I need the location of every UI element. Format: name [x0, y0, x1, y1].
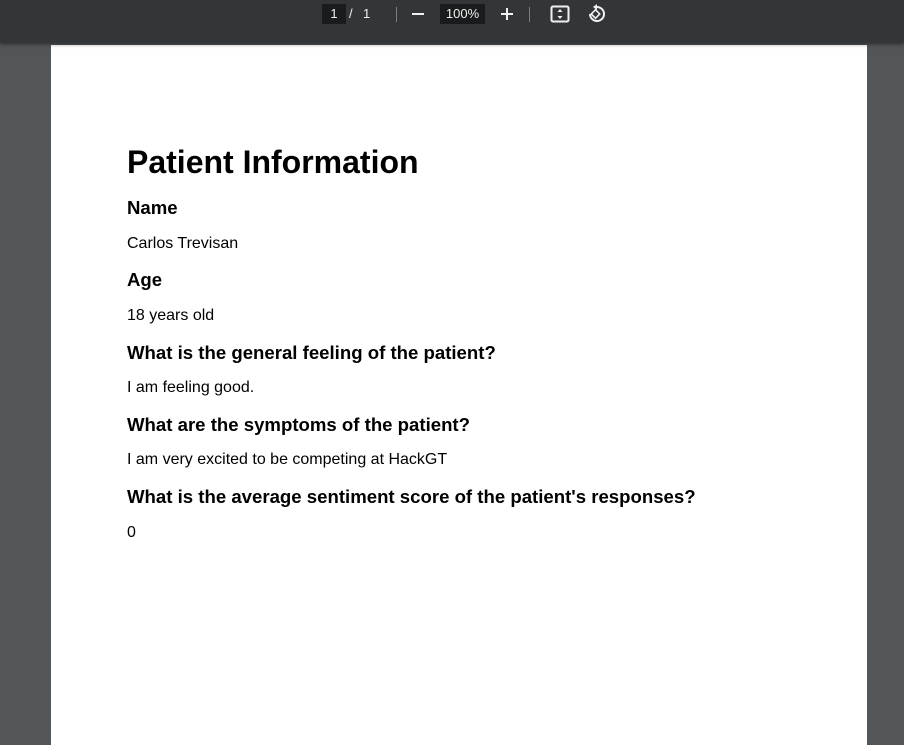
rotate-icon — [586, 4, 606, 24]
section-value-name: Carlos Trevisan — [127, 235, 239, 252]
page-separator: / — [349, 6, 353, 21]
total-pages: 1 — [363, 6, 371, 21]
pdf-page — [51, 45, 867, 745]
section-value-symptoms: I am very excited to be competing at HackGT — [127, 451, 448, 468]
section-heading-symptoms: What are the symptoms of the patient? — [127, 414, 470, 435]
fit-to-page-button[interactable] — [548, 2, 572, 26]
pdf-viewer-area[interactable] — [0, 43, 904, 694]
zoom-out-icon — [411, 7, 425, 21]
section-heading-age: Age — [127, 269, 163, 290]
pdf-toolbar — [0, 0, 904, 43]
section-value-sentiment: 0 — [127, 524, 136, 541]
page-number-input[interactable] — [322, 4, 346, 24]
section-value-age: 18 years old — [127, 307, 215, 324]
zoom-level-input[interactable] — [440, 4, 485, 24]
toolbar-divider — [529, 7, 530, 22]
zoom-out-button[interactable] — [406, 2, 430, 26]
toolbar-divider — [396, 7, 397, 22]
zoom-in-icon — [500, 7, 514, 21]
section-heading-name: Name — [127, 197, 178, 218]
section-heading-sentiment: What is the average sentiment score of the patient's responses? — [127, 486, 696, 507]
section-heading-feeling: What is the general feeling of the patient? — [127, 342, 496, 363]
document-title: Patient Information — [127, 144, 419, 180]
zoom-in-button[interactable] — [495, 2, 519, 26]
section-value-feeling: I am feeling good. — [127, 379, 255, 396]
rotate-button[interactable] — [584, 2, 608, 26]
fit-to-page-icon — [550, 5, 570, 23]
